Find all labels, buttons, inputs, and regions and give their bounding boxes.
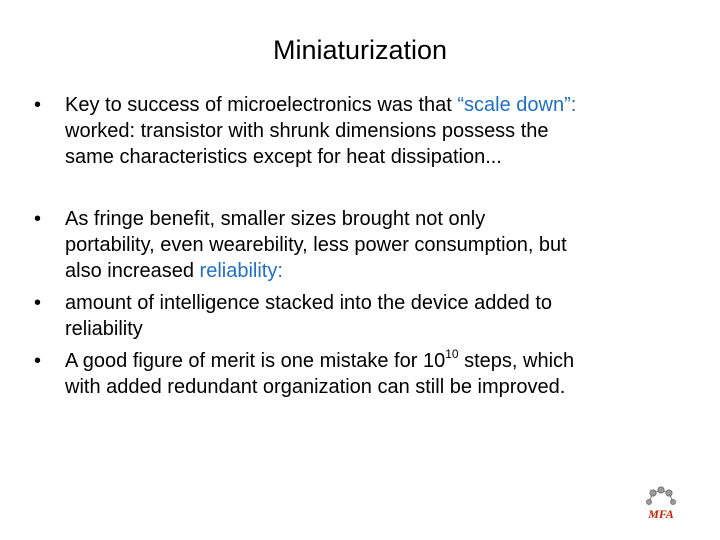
bullet-2-line-1: As fringe benefit, smaller sizes brought not only <box>65 208 486 230</box>
bullet-4-line-2: with added redundant organization can still be improved. <box>65 376 566 398</box>
mfa-logo <box>637 485 685 523</box>
bullet-3-symbol: • <box>34 292 42 314</box>
bullet-2-line-3 <box>65 258 695 284</box>
bullet-4-symbol: • <box>34 350 42 372</box>
bullet-4-line-1-text: A good figure of merit is one mistake for 10 <box>65 350 446 372</box>
bullet-2-line-2: portability, even wearebility, less power consumption, but <box>65 234 567 256</box>
bullet-4-line-1-tail: steps, which <box>458 350 575 372</box>
bullet-3-line-1: amount of intelligence stacked into the device added to <box>65 292 552 314</box>
bullet-3-text <box>65 290 695 342</box>
logo-text: MFA <box>648 507 674 521</box>
bullet-1-line-1-text: Key to success of microelectronics was that <box>65 94 458 116</box>
bullet-1-line-1 <box>65 92 695 118</box>
bullet-2-text <box>65 206 695 284</box>
bullet-2-symbol: • <box>34 208 42 230</box>
bullet-2-line-3-text: also increased <box>65 260 200 282</box>
slide-title: Miniaturization <box>272 35 448 65</box>
bullet-4-text <box>65 348 695 400</box>
bullet-1-symbol: • <box>34 94 42 116</box>
reliability-highlight: reliability: <box>199 260 283 282</box>
bullet-1-line-3: same characteristics except for heat dissipation... <box>65 146 502 168</box>
bullet-1-text <box>65 92 695 170</box>
exponent: 10 <box>445 347 459 361</box>
scale-down-highlight: “scale down”: <box>457 94 577 116</box>
molecule-logo-icon <box>637 485 685 523</box>
bullet-1-line-2: worked: transistor with shrunk dimensions possess the <box>65 120 549 142</box>
bullet-3-line-2: reliability <box>65 318 143 340</box>
bullet-4-line-1 <box>65 348 695 374</box>
